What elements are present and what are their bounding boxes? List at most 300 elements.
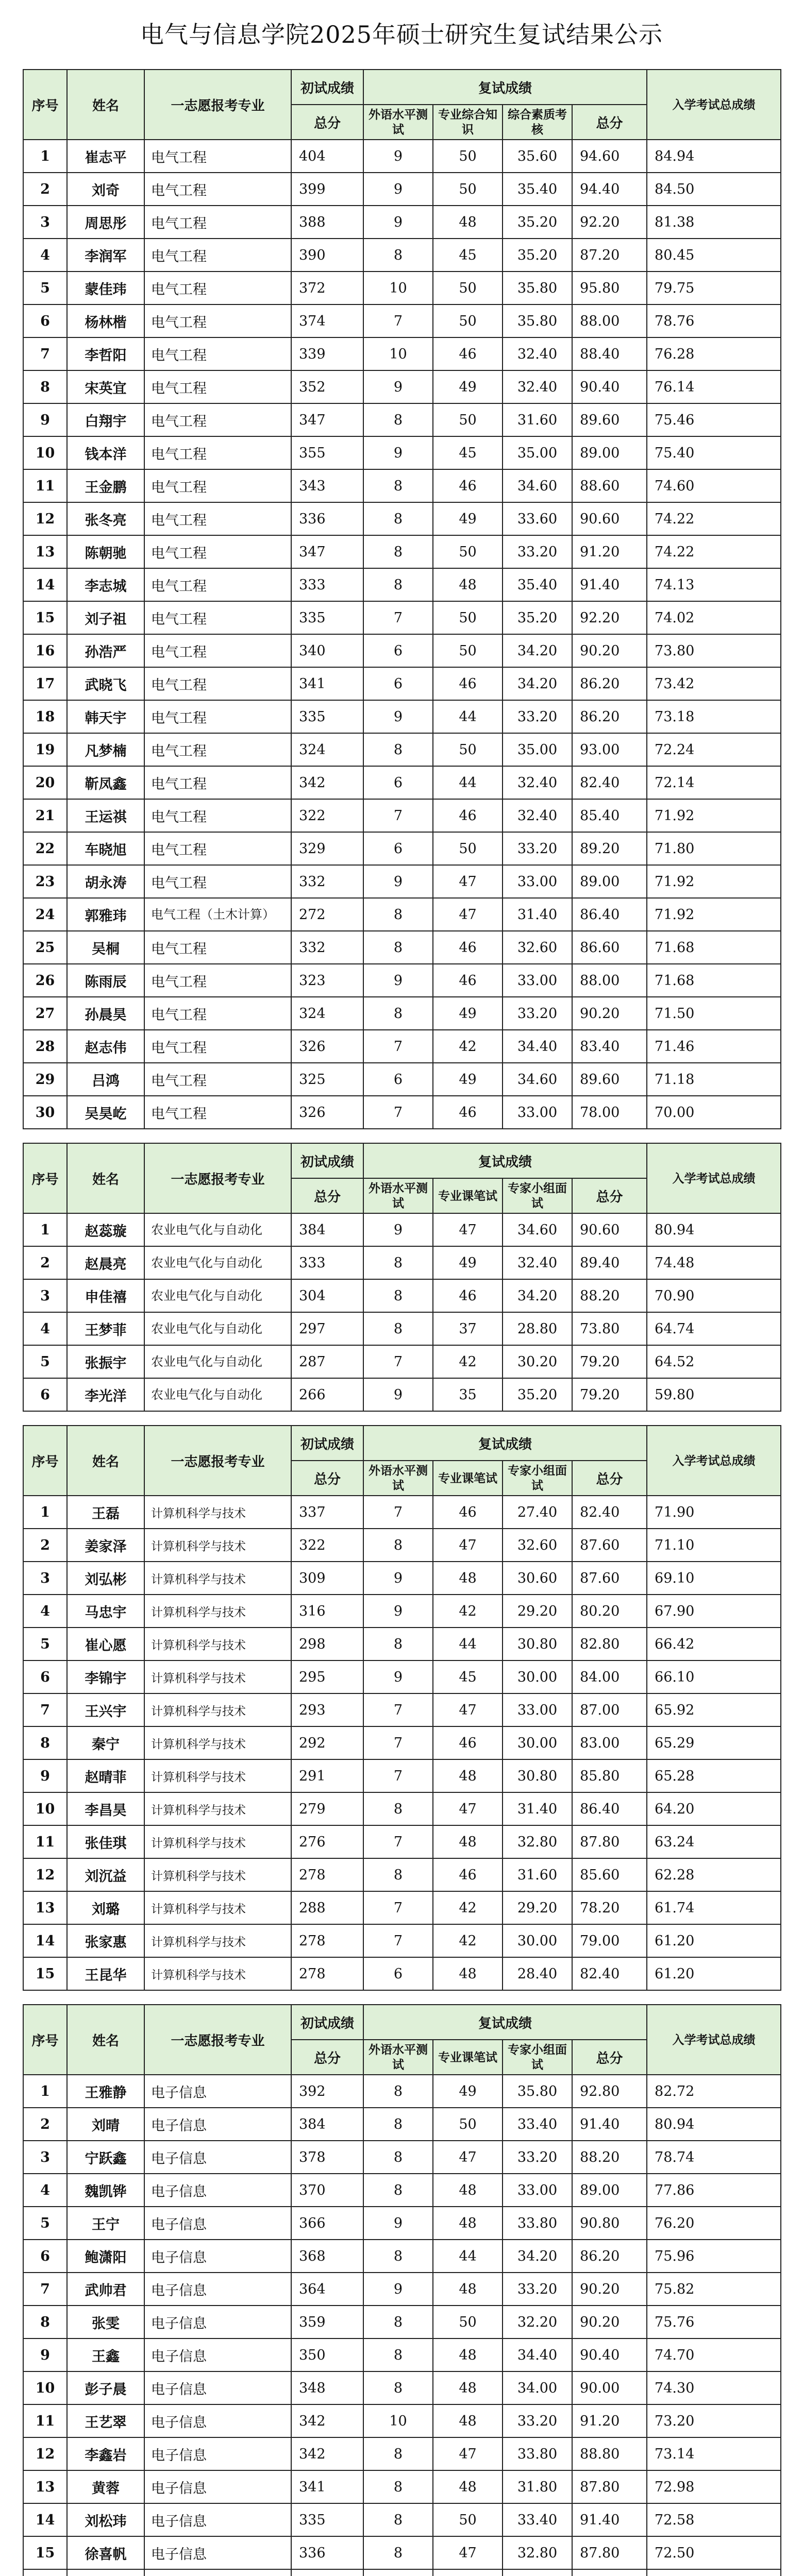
table-row xyxy=(23,239,781,272)
final-score: 65.29 xyxy=(647,1726,781,1759)
initial-total: 276 xyxy=(291,1825,363,1858)
foreign-score: 8 xyxy=(363,1312,433,1345)
rank: 11 xyxy=(23,1825,67,1858)
final-score: 61.20 xyxy=(647,1924,781,1957)
major: 电气工程 xyxy=(144,502,291,535)
header-initial: 初试成绩 xyxy=(291,2005,363,2040)
written-score: 48 xyxy=(433,2207,503,2240)
student-name: 车晓旭 xyxy=(67,832,144,865)
student-name: 王雅静 xyxy=(67,2075,144,2108)
major: 电气工程 xyxy=(144,931,291,964)
major: 电子信息 xyxy=(144,2207,291,2240)
final-score: 75.96 xyxy=(647,2240,781,2273)
interview-score: 34.60 xyxy=(503,469,572,502)
written-score: 50 xyxy=(433,2306,503,2338)
rank: 29 xyxy=(23,1063,67,1096)
written-score: 48 xyxy=(433,2273,503,2306)
student-name: 李昌昊 xyxy=(67,1792,144,1825)
student-name: 王鑫 xyxy=(67,2338,144,2371)
interview-score: 32.80 xyxy=(503,2536,572,2569)
table-row xyxy=(23,1030,781,1063)
table-row xyxy=(23,140,781,173)
student-name: 赵蕊璇 xyxy=(67,1213,144,1246)
written-score: 47 xyxy=(433,1693,503,1726)
foreign-score: 7 xyxy=(363,304,433,337)
initial-total: 333 xyxy=(291,1246,363,1279)
initial-total: 309 xyxy=(291,1562,363,1595)
interview-score: 33.20 xyxy=(503,535,572,568)
rank: 24 xyxy=(23,898,67,931)
initial-total: 329 xyxy=(291,832,363,865)
final-score: 73.20 xyxy=(647,2404,781,2437)
table-row xyxy=(23,1496,781,1529)
written-score: 50 xyxy=(433,272,503,304)
major: 农业电气化与自动化 xyxy=(144,1312,291,1345)
initial-total: 333 xyxy=(291,568,363,601)
student-name: 申佳禧 xyxy=(67,1279,144,1312)
retest-total: 79.20 xyxy=(572,1378,647,1411)
table-row xyxy=(23,634,781,667)
foreign-score: 7 xyxy=(363,1891,433,1924)
header-major: 一志愿报考专业 xyxy=(144,1426,291,1496)
student-name: 孙浩严 xyxy=(67,634,144,667)
initial-total: 326 xyxy=(291,1096,363,1129)
initial-total: 366 xyxy=(291,2207,363,2240)
major: 计算机科学与技术 xyxy=(144,1595,291,1628)
rank: 5 xyxy=(23,1345,67,1378)
final-score: 78.74 xyxy=(647,2141,781,2174)
final-score: 74.13 xyxy=(647,568,781,601)
final-score: 76.28 xyxy=(647,337,781,370)
rank: 8 xyxy=(23,2306,67,2338)
written-score: 50 xyxy=(433,634,503,667)
major: 电气工程 xyxy=(144,370,291,403)
initial-total xyxy=(291,2569,363,2576)
major: 电气工程 xyxy=(144,469,291,502)
initial-total: 392 xyxy=(291,2075,363,2108)
group-body-1 xyxy=(23,140,781,1129)
table-row xyxy=(23,1246,781,1279)
rank: 2 xyxy=(23,173,67,206)
final-score: 73.42 xyxy=(647,667,781,700)
header-written: 专业课笔试 xyxy=(433,2040,503,2075)
written-score: 46 xyxy=(433,931,503,964)
retest-total: 89.00 xyxy=(572,436,647,469)
table-row xyxy=(23,2306,781,2338)
table-row xyxy=(23,832,781,865)
initial-total: 384 xyxy=(291,2108,363,2141)
written-score: 44 xyxy=(433,2240,503,2273)
interview-score: 35.20 xyxy=(503,206,572,239)
initial-total: 278 xyxy=(291,1957,363,1990)
student-name: 马忠宇 xyxy=(67,1595,144,1628)
interview-score: 28.80 xyxy=(503,1312,572,1345)
header-retest: 复试成绩 xyxy=(363,2005,647,2040)
retest-total: 88.00 xyxy=(572,304,647,337)
foreign-score: 9 xyxy=(363,865,433,898)
initial-total: 278 xyxy=(291,1858,363,1891)
student-name: 李光洋 xyxy=(67,1378,144,1411)
initial-total: 322 xyxy=(291,1529,363,1562)
final-score: 74.60 xyxy=(647,469,781,502)
rank: 6 xyxy=(23,2240,67,2273)
retest-total: 92.20 xyxy=(572,206,647,239)
interview-score: 33.20 xyxy=(503,2141,572,2174)
retest-total: 87.80 xyxy=(572,1825,647,1858)
student-name: 凡梦楠 xyxy=(67,733,144,766)
table-row xyxy=(23,700,781,733)
foreign-score: 8 xyxy=(363,2075,433,2108)
interview-score: 31.60 xyxy=(503,403,572,436)
major: 电气工程 xyxy=(144,1030,291,1063)
foreign-score: 6 xyxy=(363,1957,433,1990)
student-name: 赵志伟 xyxy=(67,1030,144,1063)
student-name: 刘璐 xyxy=(67,1891,144,1924)
interview-score: 35.00 xyxy=(503,436,572,469)
retest-total: 73.80 xyxy=(572,1312,647,1345)
retest-total: 88.20 xyxy=(572,1279,647,1312)
student-name: 白翔宇 xyxy=(67,403,144,436)
table-row xyxy=(23,1792,781,1825)
initial-total: 335 xyxy=(291,601,363,634)
interview-score: 33.40 xyxy=(503,2503,572,2536)
interview-score: 34.60 xyxy=(503,1213,572,1246)
final-score: 75.40 xyxy=(647,436,781,469)
written-score: 48 xyxy=(433,206,503,239)
written-score: 50 xyxy=(433,304,503,337)
student-name: 宋英宜 xyxy=(67,370,144,403)
major: 农业电气化与自动化 xyxy=(144,1246,291,1279)
foreign-score: 9 xyxy=(363,1595,433,1628)
final-score: 74.70 xyxy=(647,2338,781,2371)
student-name: 李志城 xyxy=(67,568,144,601)
initial-total: 388 xyxy=(291,206,363,239)
retest-total: 91.20 xyxy=(572,535,647,568)
foreign-score: 7 xyxy=(363,1096,433,1129)
written-score: 42 xyxy=(433,1924,503,1957)
interview-score: 30.80 xyxy=(503,1628,572,1660)
written-score: 47 xyxy=(433,1529,503,1562)
retest-total: 92.80 xyxy=(572,2075,647,2108)
major: 电气工程（土木计算） xyxy=(144,898,291,931)
rank: 14 xyxy=(23,568,67,601)
major: 电子信息 xyxy=(144,2174,291,2207)
initial-total: 404 xyxy=(291,140,363,173)
header-retest-total: 总分 xyxy=(572,2040,647,2075)
retest-total: 90.00 xyxy=(572,2371,647,2404)
major: 电气工程 xyxy=(144,1063,291,1096)
rank: 14 xyxy=(23,1924,67,1957)
header-comprehensive: 综合素质考核 xyxy=(503,105,572,140)
table-row xyxy=(23,1562,781,1595)
table-row xyxy=(23,1312,781,1345)
retest-total: 89.60 xyxy=(572,403,647,436)
table-row xyxy=(23,1345,781,1378)
retest-total: 91.40 xyxy=(572,2503,647,2536)
rank: 8 xyxy=(23,1726,67,1759)
table-row xyxy=(23,2108,781,2141)
student-name: 王兴宇 xyxy=(67,1693,144,1726)
retest-total: 83.00 xyxy=(572,1726,647,1759)
retest-total: 95.80 xyxy=(572,272,647,304)
foreign-score: 8 xyxy=(363,997,433,1030)
final-score: 78.76 xyxy=(647,304,781,337)
header-panel: 专家小组面试 xyxy=(503,1461,572,1496)
rank: 6 xyxy=(23,1378,67,1411)
final-score: 63.24 xyxy=(647,1825,781,1858)
written-score: 50 xyxy=(433,140,503,173)
header-final: 入学考试总成绩 xyxy=(647,1426,781,1496)
header-rank: 序号 xyxy=(23,1143,67,1213)
initial-total: 341 xyxy=(291,667,363,700)
final-score: 65.28 xyxy=(647,1759,781,1792)
written-score xyxy=(433,2569,503,2576)
retest-total: 80.20 xyxy=(572,1595,647,1628)
initial-total: 323 xyxy=(291,964,363,997)
rank: 2 xyxy=(23,1246,67,1279)
initial-total: 340 xyxy=(291,634,363,667)
retest-total: 87.20 xyxy=(572,239,647,272)
foreign-score: 8 xyxy=(363,931,433,964)
rank: 1 xyxy=(23,1496,67,1529)
table-row xyxy=(23,1693,781,1726)
student-name: 李哲阳 xyxy=(67,337,144,370)
major: 电子信息 xyxy=(144,2470,291,2503)
header-retest-total: 总分 xyxy=(572,105,647,140)
student-name: 鲍潇阳 xyxy=(67,2240,144,2273)
retest-total: 83.40 xyxy=(572,1030,647,1063)
retest-total: 82.40 xyxy=(572,766,647,799)
header-foreign: 外语水平测试 xyxy=(363,105,433,140)
table-row xyxy=(23,1595,781,1628)
interview-score: 35.20 xyxy=(503,1378,572,1411)
rank: 12 xyxy=(23,2437,67,2470)
major: 电气工程 xyxy=(144,173,291,206)
retest-total: 89.40 xyxy=(572,1246,647,1279)
written-score: 45 xyxy=(433,436,503,469)
initial-total: 370 xyxy=(291,2174,363,2207)
rank: 6 xyxy=(23,1660,67,1693)
written-score: 48 xyxy=(433,1562,503,1595)
retest-total: 86.20 xyxy=(572,700,647,733)
table-row xyxy=(23,2437,781,2470)
foreign-score: 8 xyxy=(363,2306,433,2338)
initial-total: 337 xyxy=(291,1496,363,1529)
final-score: 80.45 xyxy=(647,239,781,272)
interview-score: 30.80 xyxy=(503,1759,572,1792)
table-row xyxy=(23,2240,781,2273)
rank: 1 xyxy=(23,2075,67,2108)
foreign-score: 9 xyxy=(363,140,433,173)
header-panel: 专家小组面试 xyxy=(503,2040,572,2075)
header-initial-total: 总分 xyxy=(291,1178,363,1213)
student-name: 吴昊屹 xyxy=(67,1096,144,1129)
written-score: 49 xyxy=(433,1063,503,1096)
rank xyxy=(23,2569,67,2576)
student-name: 胡永涛 xyxy=(67,865,144,898)
rank: 13 xyxy=(23,535,67,568)
major: 电子信息 xyxy=(144,2240,291,2273)
final-score: 84.94 xyxy=(647,140,781,173)
interview-score: 35.60 xyxy=(503,140,572,173)
interview-score: 30.00 xyxy=(503,1660,572,1693)
foreign-score: 6 xyxy=(363,1063,433,1096)
final-score: 76.20 xyxy=(647,2207,781,2240)
header-foreign: 外语水平测试 xyxy=(363,2040,433,2075)
table-row xyxy=(23,865,781,898)
student-name: 徐喜帆 xyxy=(67,2536,144,2569)
student-name: 魏凯铧 xyxy=(67,2174,144,2207)
student-name: 陈朝驰 xyxy=(67,535,144,568)
initial-total: 339 xyxy=(291,337,363,370)
major: 计算机科学与技术 xyxy=(144,1924,291,1957)
initial-total: 326 xyxy=(291,1030,363,1063)
interview-score: 32.20 xyxy=(503,2306,572,2338)
initial-total: 348 xyxy=(291,2371,363,2404)
group-table-4 xyxy=(23,2004,781,2576)
written-score: 44 xyxy=(433,700,503,733)
written-score: 42 xyxy=(433,1345,503,1378)
group-table-3 xyxy=(23,1425,781,1991)
table-row xyxy=(23,1529,781,1562)
foreign-score: 6 xyxy=(363,832,433,865)
interview-score: 35.40 xyxy=(503,173,572,206)
final-score: 71.80 xyxy=(647,832,781,865)
retest-total: 91.20 xyxy=(572,2404,647,2437)
final-score: 74.22 xyxy=(647,535,781,568)
table-row xyxy=(23,964,781,997)
written-score: 48 xyxy=(433,2404,503,2437)
rank: 10 xyxy=(23,2371,67,2404)
final-score: 75.76 xyxy=(647,2306,781,2338)
interview-score: 34.20 xyxy=(503,2240,572,2273)
initial-total: 352 xyxy=(291,370,363,403)
major: 农业电气化与自动化 xyxy=(144,1279,291,1312)
retest-total: 84.00 xyxy=(572,1660,647,1693)
table-row xyxy=(23,1628,781,1660)
final-score: 76.14 xyxy=(647,370,781,403)
final-score: 79.75 xyxy=(647,272,781,304)
foreign-score: 7 xyxy=(363,1496,433,1529)
header-foreign: 外语水平测试 xyxy=(363,1178,433,1213)
foreign-score: 8 xyxy=(363,2470,433,2503)
retest-total: 78.20 xyxy=(572,1891,647,1924)
rank: 7 xyxy=(23,337,67,370)
group-body-4 xyxy=(23,2075,781,2576)
student-name: 武晓飞 xyxy=(67,667,144,700)
interview-score: 33.00 xyxy=(503,1096,572,1129)
foreign-score: 8 xyxy=(363,568,433,601)
header-initial: 初试成绩 xyxy=(291,70,363,105)
major: 电子信息 xyxy=(144,2371,291,2404)
header-written: 专业综合知识 xyxy=(433,105,503,140)
written-score: 46 xyxy=(433,964,503,997)
header-foreign: 外语水平测试 xyxy=(363,1461,433,1496)
retest-total: 90.20 xyxy=(572,2273,647,2306)
initial-total: 292 xyxy=(291,1726,363,1759)
final-score: 66.10 xyxy=(647,1660,781,1693)
header-name: 姓名 xyxy=(67,70,144,140)
interview-score: 32.40 xyxy=(503,766,572,799)
table-row xyxy=(23,304,781,337)
initial-total: 316 xyxy=(291,1595,363,1628)
retest-total: 89.20 xyxy=(572,832,647,865)
written-score: 48 xyxy=(433,1825,503,1858)
final-score: 61.74 xyxy=(647,1891,781,1924)
final-score: 61.20 xyxy=(647,1957,781,1990)
initial-total: 374 xyxy=(291,304,363,337)
written-score: 45 xyxy=(433,1660,503,1693)
final-score: 72.24 xyxy=(647,733,781,766)
interview-score: 33.20 xyxy=(503,997,572,1030)
student-name: 武帅君 xyxy=(67,2273,144,2306)
foreign-score: 8 xyxy=(363,1279,433,1312)
major: 计算机科学与技术 xyxy=(144,1628,291,1660)
final-score: 71.68 xyxy=(647,964,781,997)
initial-total: 291 xyxy=(291,1759,363,1792)
final-score: 71.50 xyxy=(647,997,781,1030)
foreign-score: 8 xyxy=(363,2240,433,2273)
written-score: 48 xyxy=(433,568,503,601)
rank: 4 xyxy=(23,1595,67,1628)
major: 计算机科学与技术 xyxy=(144,1693,291,1726)
major: 电气工程 xyxy=(144,239,291,272)
header-name: 姓名 xyxy=(67,2005,144,2075)
major: 计算机科学与技术 xyxy=(144,1891,291,1924)
rank: 3 xyxy=(23,206,67,239)
written-score: 46 xyxy=(433,799,503,832)
initial-total: 372 xyxy=(291,272,363,304)
student-name: 刘松玮 xyxy=(67,2503,144,2536)
written-score: 46 xyxy=(433,1726,503,1759)
final-score: 80.94 xyxy=(647,2108,781,2141)
foreign-score xyxy=(363,2569,433,2576)
initial-total: 336 xyxy=(291,2536,363,2569)
student-name: 吴桐 xyxy=(67,931,144,964)
table-row xyxy=(23,2569,781,2576)
retest-total: 88.20 xyxy=(572,2141,647,2174)
final-score: 67.90 xyxy=(647,1595,781,1628)
group-table-1 xyxy=(23,69,781,1129)
student-name: 张家惠 xyxy=(67,1924,144,1957)
header-final: 入学考试总成绩 xyxy=(647,1143,781,1213)
final-score: 65.92 xyxy=(647,1693,781,1726)
initial-total: 287 xyxy=(291,1345,363,1378)
student-name: 杨林楷 xyxy=(67,304,144,337)
table-row xyxy=(23,898,781,931)
written-score: 47 xyxy=(433,865,503,898)
rank: 22 xyxy=(23,832,67,865)
written-score: 50 xyxy=(433,535,503,568)
major: 电气工程 xyxy=(144,436,291,469)
initial-total: 347 xyxy=(291,403,363,436)
interview-score: 33.20 xyxy=(503,832,572,865)
major: 计算机科学与技术 xyxy=(144,1858,291,1891)
student-name: 靳凤鑫 xyxy=(67,766,144,799)
table-row xyxy=(23,601,781,634)
major: 计算机科学与技术 xyxy=(144,1562,291,1595)
rank: 2 xyxy=(23,2108,67,2141)
major: 电气工程 xyxy=(144,766,291,799)
retest-total: 90.60 xyxy=(572,1213,647,1246)
student-name: 姜家泽 xyxy=(67,1529,144,1562)
written-score: 49 xyxy=(433,997,503,1030)
written-score: 46 xyxy=(433,469,503,502)
foreign-score: 6 xyxy=(363,634,433,667)
header-retest-total: 总分 xyxy=(572,1461,647,1496)
header-initial: 初试成绩 xyxy=(291,1426,363,1461)
written-score: 47 xyxy=(433,898,503,931)
